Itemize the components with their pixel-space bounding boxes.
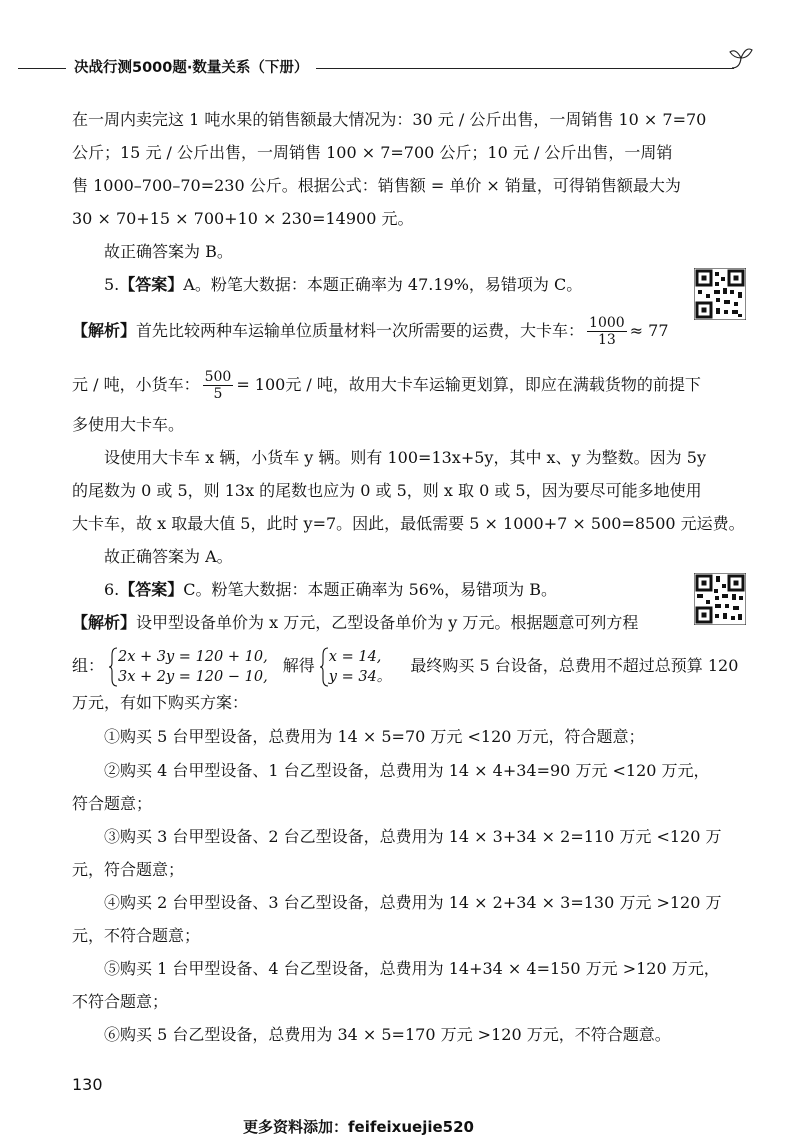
option-4-cont: 元，不符合题意； bbox=[72, 926, 201, 945]
text-line: 万元，有如下购买方案： bbox=[72, 693, 249, 712]
option-6: ⑥购买 5 台乙型设备，总费用为 34 × 5=170 万元 >120 万元，不符合题意。 bbox=[104, 1025, 671, 1044]
analysis-tag: 【解析】 bbox=[72, 321, 137, 340]
text-line: 多使用大卡车。 bbox=[72, 415, 185, 434]
analysis-tag: 【解析】 bbox=[72, 613, 137, 632]
text-line: 设使用大卡车 x 辆，小货车 y 辆。则有 100=13x+5y，其中 x、y 为整数。因为 5y bbox=[104, 448, 706, 467]
answer-text: A。粉笔大数据：本题正确率为 47.19%，易错项为 C。 bbox=[183, 275, 583, 294]
question-number: 6. bbox=[104, 580, 120, 599]
answer-tag: 【答案】 bbox=[119, 580, 184, 599]
book-title: 决战行测5000题·数量关系（下册） bbox=[74, 60, 309, 76]
solution-system: x = 14, y = 34。 bbox=[319, 647, 392, 687]
answer-text: C。粉笔大数据：本题正确率为 56%，易错项为 B。 bbox=[183, 580, 558, 599]
text-line: 售 1000–700–70=230 公斤。根据公式：销售额 = 单价 × 销量，可得销售额最大为 bbox=[72, 176, 681, 195]
header-rule-right bbox=[316, 68, 734, 69]
conclusion: 故正确答案为 B。 bbox=[104, 242, 233, 261]
sprout-icon bbox=[728, 44, 754, 74]
answer-tag: 【答案】 bbox=[119, 275, 184, 294]
brace-icon bbox=[108, 647, 118, 687]
option-2: ②购买 4 台甲型设备、1 台乙型设备，总费用为 14 × 4+34=90 万元 <120 万元， bbox=[104, 761, 710, 780]
option-1: ①购买 5 台甲型设备，总费用为 14 × 5=70 万元 <120 万元，符合题意； bbox=[104, 727, 645, 746]
brace-icon bbox=[319, 647, 329, 687]
question-number: 5. bbox=[104, 275, 120, 294]
text-line: 的尾数为 0 或 5，则 13x 的尾数也应为 0 或 5，则 x 取 0 或 5，因为要尽可能多地使用 bbox=[72, 481, 702, 500]
equation-system-line: 组： 2x + 3y = 120 + 10, 3x + 2y = 120 − 10, 解得 x = 14, y = 34。 最终购买 5 台设备，总费用不超过总预算 120 bbox=[72, 648, 739, 685]
option-2-cont: 符合题意； bbox=[72, 794, 153, 813]
footer-note: 更多资料添加：feifeixuejie520 bbox=[243, 1118, 474, 1136]
fraction: $\frac{1000}{13}$ bbox=[589, 315, 625, 348]
analysis-5-line2: 元 / 吨，小货车： $\frac{500}{5}$ = 100元 / 吨，故用大卡车运输更划算，即应在满载货物的前提下 bbox=[72, 369, 701, 402]
qr-code-icon[interactable] bbox=[694, 268, 746, 320]
option-5-cont: 不符合题意； bbox=[72, 992, 169, 1011]
option-3: ③购买 3 台甲型设备、2 台乙型设备，总费用为 14 × 3+34 × 2=110 万元 <120 万 bbox=[104, 827, 722, 846]
option-3-cont: 元，符合题意； bbox=[72, 860, 185, 879]
option-5: ⑤购买 1 台甲型设备、4 台乙型设备，总费用为 14+34 × 4=150 万元 >120 万元， bbox=[104, 959, 720, 978]
answer-5 bbox=[104, 275, 582, 295]
answer-6 bbox=[104, 580, 557, 600]
conclusion: 故正确答案为 A。 bbox=[104, 547, 233, 566]
analysis-6-line1: 【解析】设甲型设备单价为 x 万元，乙型设备单价为 y 万元。根据题意可列方程 bbox=[72, 613, 639, 632]
qr-code-icon[interactable] bbox=[694, 573, 746, 625]
equation-system: 2x + 3y = 120 + 10, 3x + 2y = 120 − 10, bbox=[108, 647, 268, 687]
text-line: 大卡车，故 x 取最大值 5，此时 y=7。因此，最低需要 5 × 1000+7 × 500=8500 元运费。 bbox=[72, 514, 745, 533]
text-line: 在一周内卖完这 1 吨水果的销售额最大情况为：30 元 / 公斤出售，一周销售 10 × 7=70 bbox=[72, 110, 707, 129]
option-4: ④购买 2 台甲型设备、3 台乙型设备，总费用为 14 × 2+34 × 3=130 万元 >120 万 bbox=[104, 893, 722, 912]
fraction: $\frac{500}{5}$ bbox=[204, 369, 232, 402]
header-rule-left bbox=[18, 68, 66, 69]
analysis-5-line1: 【解析】首先比较两种车运输单位质量材料一次所需要的运费，大卡车： $\frac{1000}{13}$ ≈ 77 bbox=[72, 315, 669, 348]
running-header bbox=[18, 54, 750, 80]
page-number: 130 bbox=[72, 1075, 103, 1094]
text-line: 公斤；15 元 / 公斤出售，一周销售 100 × 7=700 公斤；10 元 / 公斤出售，一周销 bbox=[72, 143, 673, 162]
text-line: 30 × 70+15 × 700+10 × 230=14900 元。 bbox=[72, 209, 414, 228]
